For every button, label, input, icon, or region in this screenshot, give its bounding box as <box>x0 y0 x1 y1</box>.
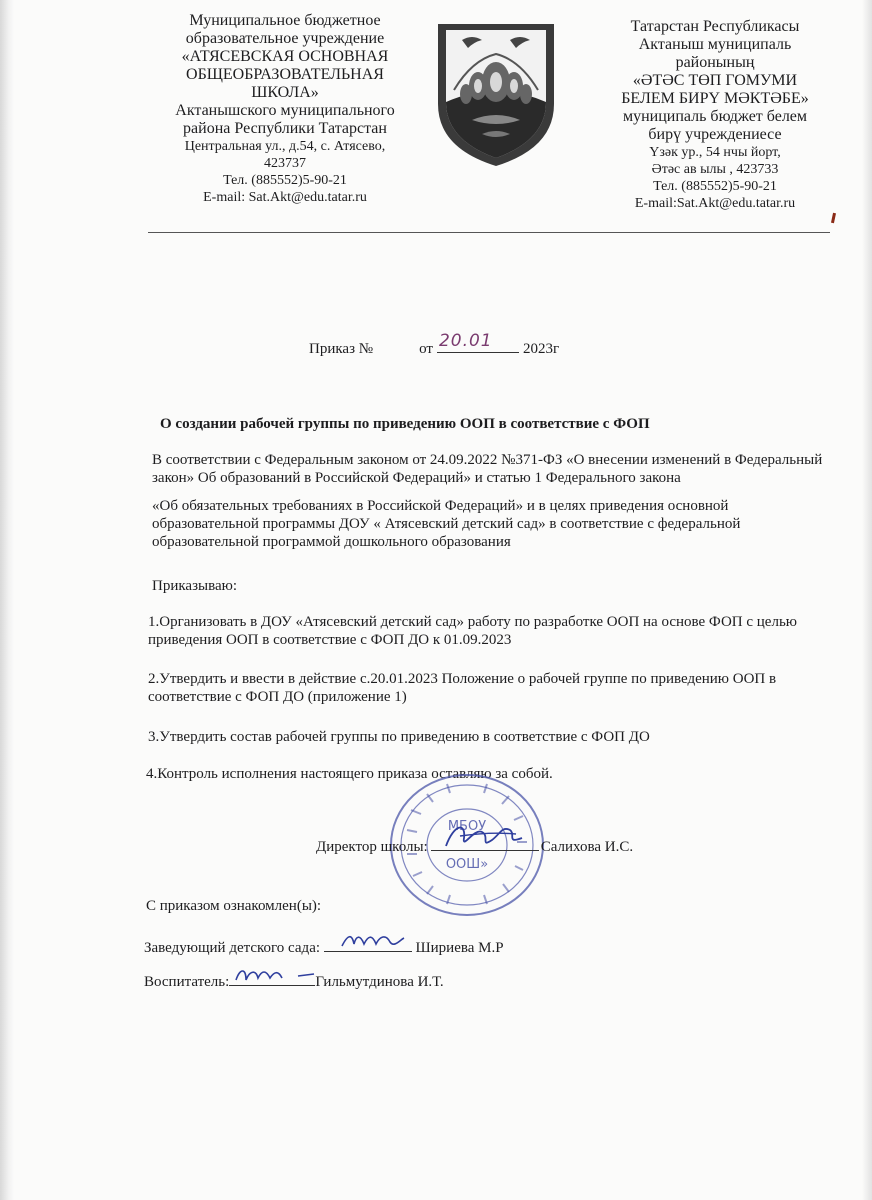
header-right-line: «ӘТӘС ТӨП ГОМУМИ <box>632 72 798 89</box>
header-left-line: Муниципальное бюджетное <box>189 12 381 29</box>
header-right-village: Әтәс ав ылы , 423733 <box>651 162 779 177</box>
head-line <box>144 937 504 957</box>
paragraph-1: В соответствии с Федеральным законом от 24.09.2022 №371-ФЗ «О внесении изменений в Федеральный закон» Об образований в Российской Федераций» и статью 1 Федерального закона <box>152 452 823 486</box>
order-year: 2023г <box>522 341 560 357</box>
header-right <box>595 18 835 212</box>
head-label: Заведующий детского сада: <box>144 940 321 956</box>
scan-edge-right <box>862 0 872 1200</box>
header-left-line: Актанышского муниципального <box>175 102 395 119</box>
header-left-line: района Республики Татарстан <box>183 120 387 137</box>
header-right-line: муниципаль бюджет белем <box>622 108 808 125</box>
document-title: О создании рабочей группы по приведению ООП в соответствие с ФОП <box>160 416 650 432</box>
header-left-email: E-mail: Sat.Akt@edu.tatar.ru <box>203 190 367 205</box>
teacher-label: Воспитатель: <box>144 974 230 990</box>
header-right-line: бирү учреждениесе <box>648 126 782 143</box>
order-item: 1.Организовать в ДОУ «Атясевский детский сад» работу по разработке ООП на основе ФОП с целью приведения ООП в соответствие с ФОП ДО к 01.09.2023 <box>148 614 797 648</box>
director-label: Директор школы: <box>316 839 428 855</box>
acknowledged-label: С приказом ознакомлен(ы): <box>146 898 322 914</box>
header-left-line: образовательное учреждение <box>185 30 385 47</box>
order-date-handwritten: 20.01 <box>438 331 493 351</box>
header-right-address: Үзәк ур., 54 нчы йорт, <box>649 145 781 160</box>
header-right-line: Татарстан Республикасы <box>630 18 800 35</box>
header-left-line: ОБЩЕОБРАЗОВАТЕЛЬНАЯ <box>186 66 384 83</box>
director-name: Салихова И.С. <box>540 839 634 855</box>
teacher-signature <box>232 962 322 986</box>
paragraph-2: «Об обязательных требованиях в Российской Федераций» и в целях приведения основной образовательной программы ДОУ « Атясевский детский сад» в соответствие с федеральной образовательной программой дошкольного образования <box>152 498 741 550</box>
order-prefix: Приказ № <box>309 341 374 357</box>
stamp-center-bottom: ООШ» <box>445 857 489 872</box>
header-right-phone: Тел. (885552)5-90-21 <box>653 179 777 194</box>
header-right-email: E-mail:Sat.Akt@edu.tatar.ru <box>634 196 796 211</box>
stamp-center-top: МБОУ <box>447 819 487 834</box>
head-signature <box>338 928 408 952</box>
scan-edge-left <box>0 0 14 1200</box>
header-left-line: ШКОЛА» <box>251 84 319 101</box>
coat-of-arms-emblem <box>432 20 560 170</box>
header-left-zip: 423737 <box>264 156 306 171</box>
orders-label: Приказываю: <box>152 578 237 594</box>
director-signature <box>440 818 530 858</box>
order-number-line <box>309 331 560 358</box>
teacher-name: Гильмутдинова И.Т. <box>315 974 444 990</box>
order-date-blank <box>437 331 519 353</box>
header-right-line: БЕЛЕМ БИРҮ МӘКТӘБЕ» <box>621 90 809 107</box>
header-left-address: Центральная ул., д.54, с. Атясево, <box>184 139 386 154</box>
order-item: 2.Утвердить и ввести в действие с.20.01.2023 Положение о рабочей группе по приведению ООП в соответствие с ФОП ДО (приложение 1) <box>148 671 777 705</box>
header-left <box>160 12 410 206</box>
header-left-line: «АТЯСЕВСКАЯ ОСНОВНАЯ <box>181 48 389 65</box>
head-name: Шириева М.Р <box>415 940 504 956</box>
order-item: 3.Утвердить состав рабочей группы по приведению в соответствие с ФОП ДО <box>148 729 650 745</box>
order-from: от <box>419 341 433 357</box>
header-right-line: Актаныш муниципаль <box>638 36 792 53</box>
header-right-line: районының <box>675 54 755 71</box>
pen-mark <box>831 213 836 223</box>
order-item: 4.Контроль исполнения настоящего приказа оставляю за собой. <box>146 766 553 782</box>
header-divider <box>148 232 830 233</box>
header-left-phone: Тел. (885552)5-90-21 <box>223 173 347 188</box>
